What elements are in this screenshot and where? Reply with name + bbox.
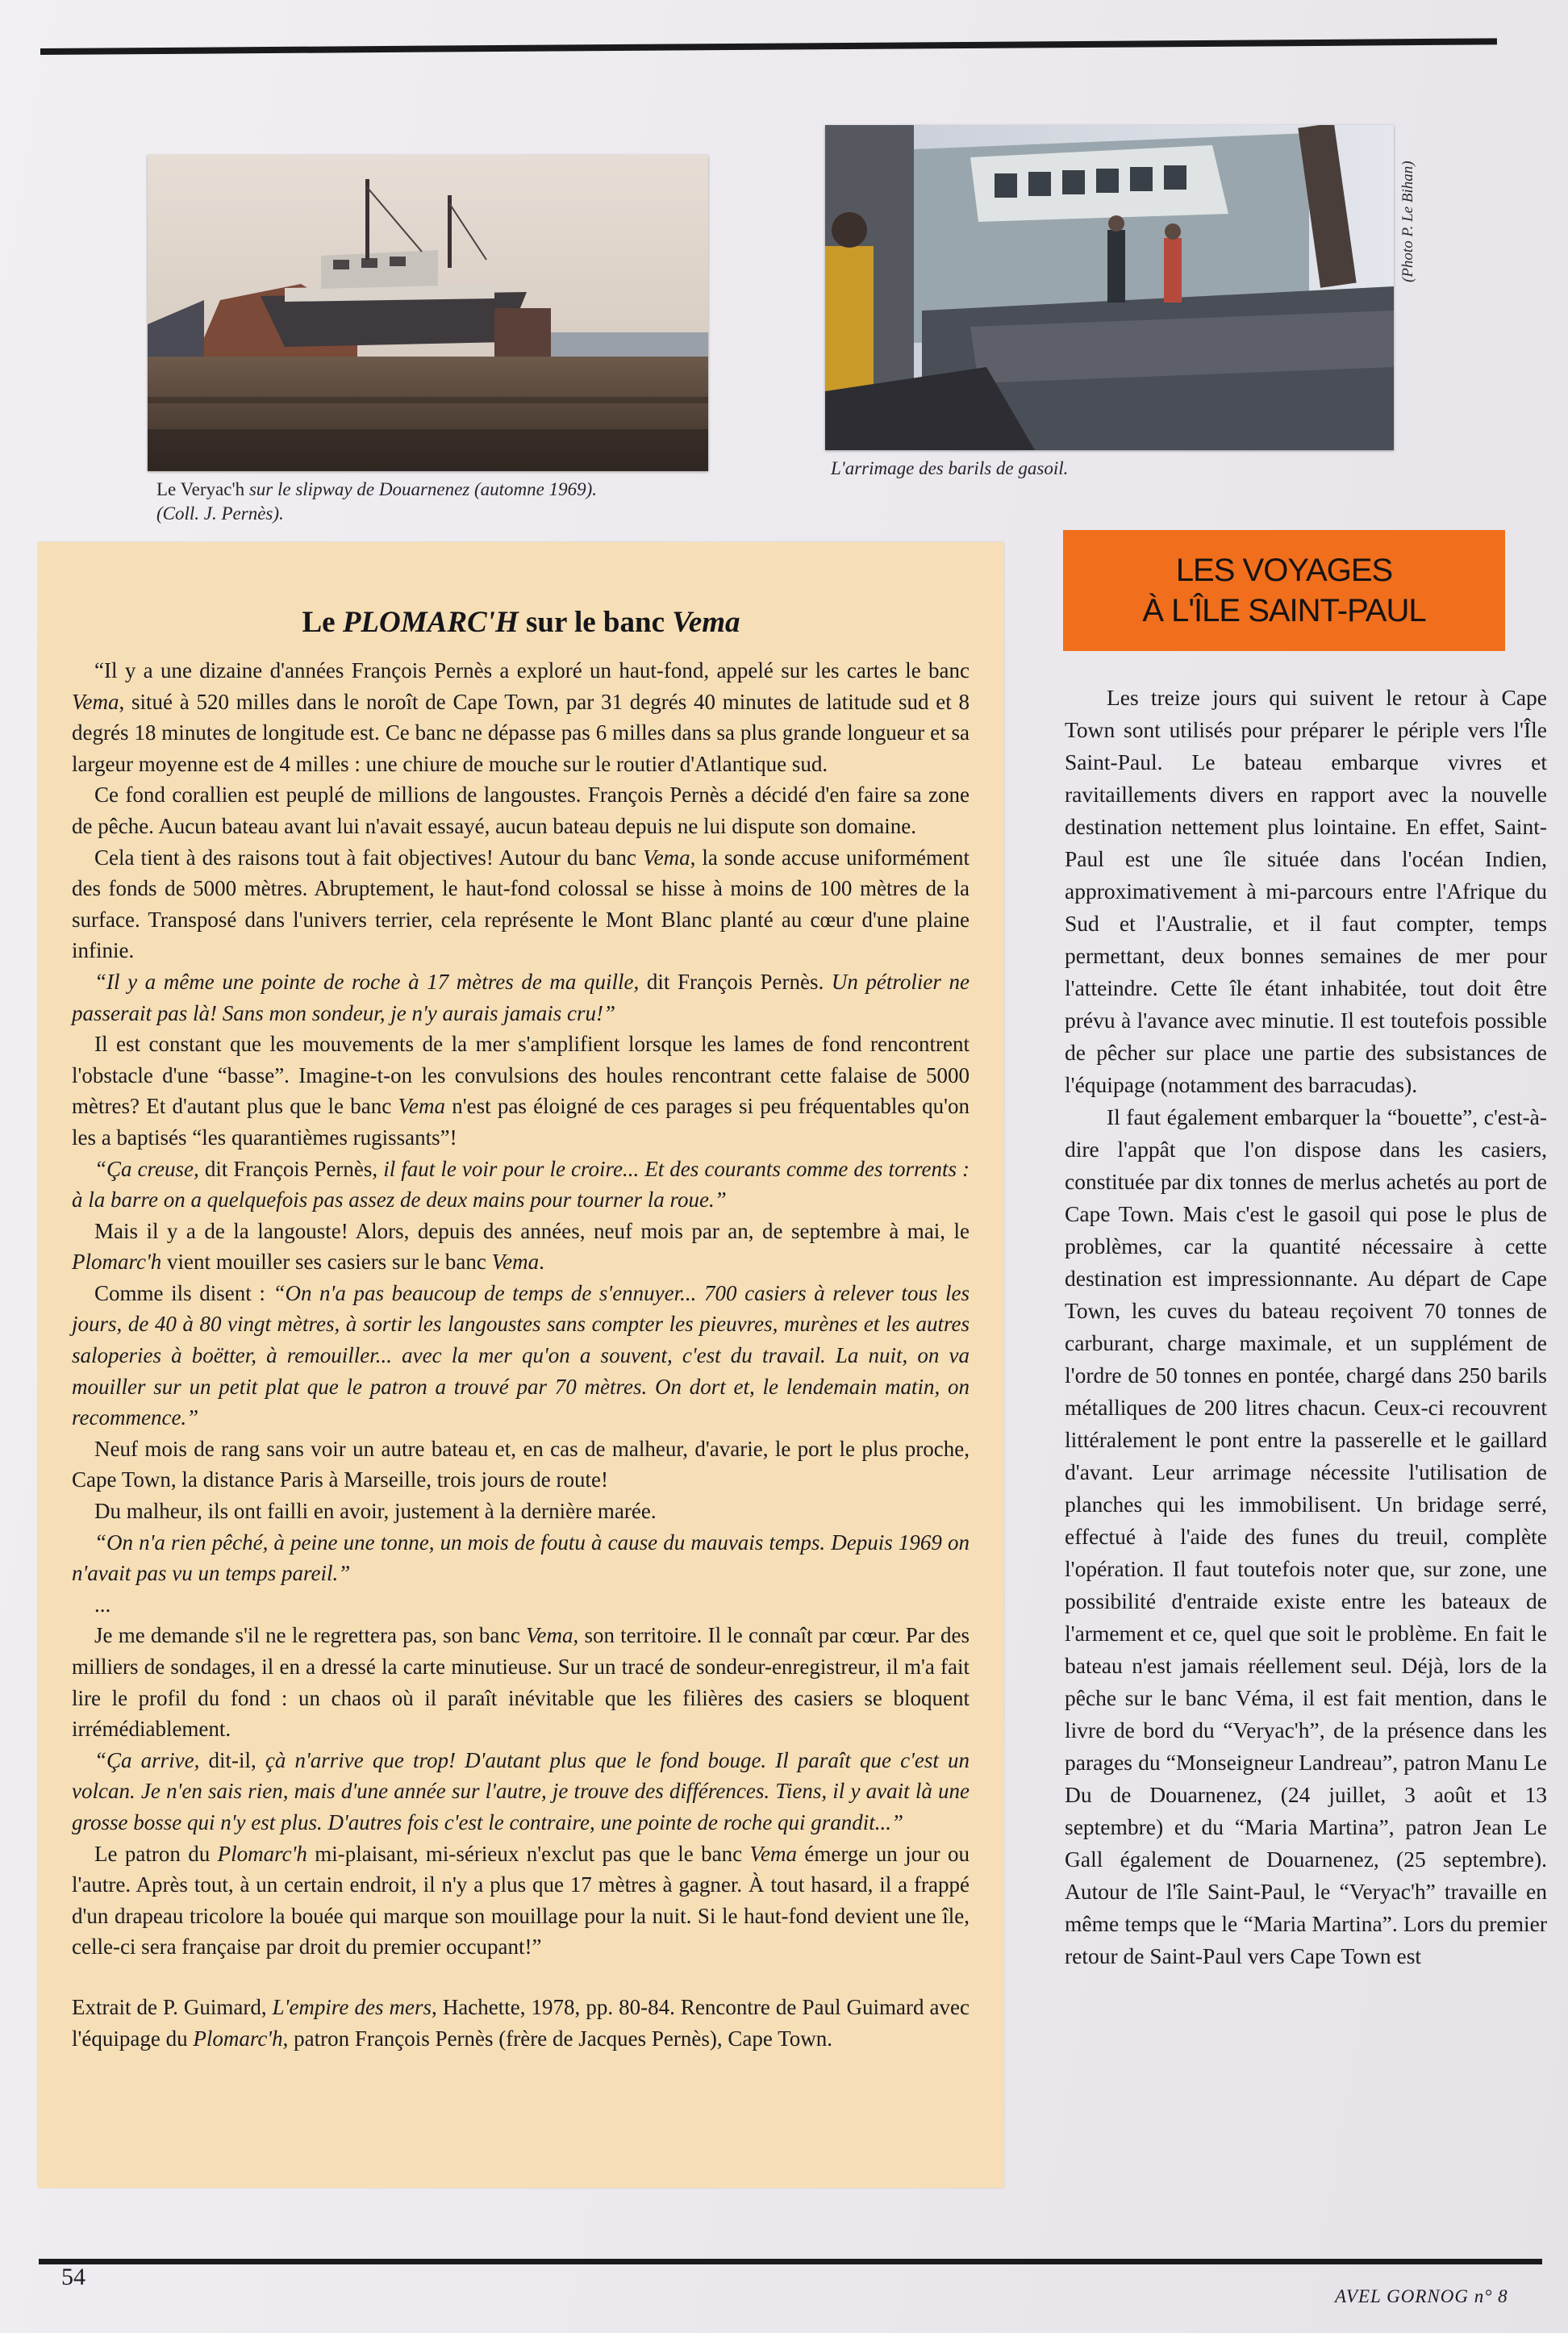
bottom-rule — [39, 2259, 1542, 2264]
photo2-caption: L'arrimage des barils de gasoil. — [831, 458, 1069, 478]
top-rule — [40, 38, 1497, 55]
text-segment: Du malheur, ils ont failli en avoir, justement à la dernière marée. — [94, 1499, 657, 1524]
paragraph — [72, 1496, 970, 1527]
paragraph — [72, 1154, 970, 1216]
paragraph — [72, 1620, 970, 1744]
italic-segment: “On n'a rien pêché, à peine une tonne, un mois de foutu à cause du mauvais temps. Depuis 1969 on n'avait pas vu un temps pareil.” — [72, 1530, 970, 1586]
paragraph — [72, 1278, 970, 1434]
italic-segment: Vema — [491, 1250, 540, 1275]
italic-segment: “Maria Martina” — [1243, 1911, 1392, 1936]
text-segment: Extrait de P. Guimard, — [72, 1994, 273, 2019]
text-segment: Ce fond corallien est peuplé de millions de langoustes. François Pernès a décidé d'en faire sa zone de pêche. Aucun bateau avant lui n'avait essayé, aucun bateau depuis ne lui dispute son domaine. — [72, 783, 970, 838]
paragraph — [72, 1589, 970, 1621]
italic-segment: Plomarc'h — [217, 1841, 307, 1866]
text-segment: , patron François Pernès (frère de Jacques Pernès), Cape Town. — [282, 2026, 832, 2051]
main-column — [1065, 682, 1547, 1972]
sidebar-body — [72, 655, 970, 2054]
text-segment: Il est constant que les mouvements de la mer s'amplifient lorsque les lames de fond rencontrent l'obstacle d'une “basse”. Imagine-t-on les convulsions des houles rencontrant cette falaise de 5000 mètres? Et d'autant plus que le banc — [72, 1032, 970, 1119]
text-segment: . — [539, 1250, 544, 1275]
photo2-credit: (Photo P. Le Bihan) — [1399, 161, 1416, 282]
italic-segment: L'empire des mers — [272, 1994, 432, 2019]
text-segment: Neuf mois de rang sans voir un autre bateau et, en cas de malheur, d'avarie, le port le plus proche, Cape Town, la distance Paris à Marseille, trois jours de route! — [72, 1436, 970, 1492]
text-segment: , patron Jean Le Gall également de Douarnenez, (25 septembre). Autour de l'île Saint-Paul, le — [1065, 1814, 1547, 1904]
italic-segment: çà n'arrive que trop! D'autant plus que le fond bouge. Il paraît que c'est un volcan. Je n'en sais rien, mais d'une année sur l'autre, je trouve des différences. Tiens, il y avait là une grosse bosse qui n'y est plus. D'autres fois c'est le contraire, une pointe de roche qui grandit...” — [72, 1747, 970, 1834]
paragraph — [72, 1992, 970, 2054]
journal-name: AVEL GORNOG n° 8 — [1335, 2286, 1508, 2306]
paragraph — [72, 1527, 970, 1589]
paragraph — [72, 655, 970, 779]
sidebar-title-part: Le — [302, 606, 343, 639]
italic-segment: Vema — [72, 689, 119, 714]
text-segment: , situé à 520 milles dans le noroît de Cape Town, par 31 degrés 40 minutes de latitude sud et 8 degrés 18 minutes de longitude est. Ce banc ne dépasse pas 6 milles dans sa plus grande longueur et sa largeur moyenne est de 4 milles : une chiure de mouche sur le routier d'Atlantique sud. — [72, 689, 970, 776]
text-segment: , de la présence dans les parages du — [1065, 1717, 1547, 1775]
text-segment: , son territoire. Il le connaît par cœur. Par des milliers de sondages, il en a dressé la carte minutieuse. Sur un tracé de sondeur-enregistreur, il m'a fait lire le profil du fond : un chaos où il paraît inévitable que les filières des casiers se bloquent irrémédiablement. — [72, 1623, 970, 1742]
paragraph — [1065, 1101, 1547, 1972]
text-segment: dit François Pernès, — [198, 1156, 384, 1181]
text-segment: Mais il y a de la langouste! Alors, depuis des années, neuf mois par an, de septembre à mai, le — [94, 1218, 970, 1243]
text-segment: “Il y a une dizaine d'années François Pernès a exploré un haut-fond, appelé sur les cartes le banc — [94, 658, 970, 682]
text-segment: mi-plaisant, mi-sérieux n'exclut pas que le banc — [307, 1841, 750, 1866]
caption1-text: sur le slipway de Douarnenez (automne 1969). — [244, 479, 598, 499]
text-segment: , c'est-à-dire l'appât que l'on dispose dans les casiers, constituée par dix tonnes de merlus achetés au port de Cape Town. Mais c'est le gasoil qui pose le plus de problèmes, car la quantité nécessaire à cette destination est impressionnante. Au départ de Cape Town, les cuves du bateau reçoivent 70 tonnes de carburant, charge maximale, et un supplément de l'ordre de 50 tonnes en pontée, chargé dans 250 barils métalliques de 200 litres chacun. Ceux-ci recouvrent littéralement le pont entre la passerelle et le gaillard d'avant. Leur arrimage nécessite l'utilisation de planches qui les immobilisent. Un bridage serré, effectué à l'aide des funes du treuil, complète l'opération. Il faut toutefois noter que, sur zone, une possibilité d'entraide existe entre les bateaux de l'armement et ce, quel que soit le problème. En fait le bateau n'est jamais réellement seul. Déjà, lors de la pêche sur le banc Véma, il est fait mention, dans le livre de bord du — [1065, 1104, 1547, 1742]
text-segment: dit François Pernès. — [639, 969, 832, 994]
text-segment: , Hachette, 1978, pp. 80-84. Rencontre de Paul Guimard avec l'équipage du — [72, 1994, 970, 2051]
photo-veryach-slipway — [148, 155, 708, 471]
text-segment: Les treize jours qui suivent le retour à Cape Town sont utilisés pour préparer le périple vers l'Île Saint-Paul. Le bateau embarque vivres et ravitaillements divers en rapport avec la nouvelle destination nettement plus lointaine. En effet, Saint-Paul est une île située dans l'océan Indien, approximativement à mi-parcours entre l'Afrique du Sud et l'Australie, et il faut compter, temps permettant, deux bonnes semaines de mer pour l'atteindre. Cette île étant inhabitée, tout doit être prévu à l'avance avec minutie. Il est toutefois possible de pêcher sur place une partie des subsistances de l'équipage (notamment des barracudas). — [1065, 685, 1547, 1097]
italic-segment: “bouette” — [1387, 1104, 1473, 1129]
italic-segment: Plomarc'h — [193, 2026, 283, 2051]
text-segment: Le patron du — [94, 1841, 218, 1866]
paragraph — [72, 966, 970, 1029]
caption1-collection: (Coll. J. Pernès). — [156, 503, 284, 524]
sidebar-title-bank: Vema — [672, 606, 740, 639]
photo1-caption — [156, 478, 737, 526]
text-segment: émerge un jour ou l'autre. Après tout, à un certain endroit, il n'y a plus que 17 mètres à gagner. À tout hasard, il a frappé d'un drapeau tricolore la bouée qui marque son mouillage pour la nuit. Si le haut-fond devient une île, celle-ci sera française par droit du premier occupant!” — [72, 1841, 970, 1959]
italic-segment: “Veryac'h” — [1223, 1717, 1320, 1742]
banner-line-1: LES VOYAGES — [1175, 553, 1393, 588]
italic-segment: Vema — [643, 845, 690, 870]
italic-segment: Un pétrolier ne passerait pas là! Sans mon sondeur, je n'y aurais jamais cru!” — [72, 969, 970, 1025]
text-segment: , la sonde accuse uniformément des fonds de 5000 mètres. Abruptement, le haut-fond colossal se hisse à moins de 100 mètres de la surface. Transposé dans l'univers terrier, cela représente le Mont Blanc planté au cœur d'une plaine infinie. — [72, 845, 970, 963]
italic-segment: “Ça creuse, — [94, 1156, 199, 1181]
banner-line-2: À L'ÎLE SAINT-PAUL — [1142, 593, 1426, 628]
text-segment: dit-il, — [199, 1747, 265, 1772]
text-segment: Cela tient à des raisons tout à fait objectives! Autour du banc — [94, 845, 644, 870]
photo-barrels-stowage — [825, 125, 1394, 450]
text-segment: n'est pas éloigné de ces parages si peu fréquentables qu'on les a baptisés “les quarantièmes rugissants”! — [72, 1094, 970, 1150]
sidebar-title-part: sur le banc — [518, 606, 673, 639]
sidebar-box — [38, 542, 1004, 2188]
italic-segment: “Maria Martina” — [1234, 1814, 1389, 1839]
paragraph — [72, 842, 970, 966]
text-segment: vient mouiller ses casiers sur le banc — [161, 1250, 492, 1275]
italic-segment: “Veryac'h” — [1339, 1879, 1436, 1904]
sidebar-title-ship: PLOMARC'H — [342, 606, 519, 639]
paragraph — [72, 1745, 970, 1838]
text-segment: Il faut également embarquer la — [1107, 1104, 1387, 1129]
text-segment: Comme ils disent : — [94, 1280, 273, 1305]
italic-segment: Plomarc'h — [72, 1250, 162, 1275]
text-segment: , patron Manu Le Du de Douarnenez, (24 juillet, 3 août et 13 septembre) et du — [1065, 1750, 1547, 1839]
italic-segment: Vema — [398, 1094, 445, 1119]
italic-segment: “On n'a pas beaucoup de temps de s'ennuyer... 700 casiers à relever tous les jours, de 40 à 80 vingt mètres, à sortir les langoustes sans compter les pieuvres, murènes et les autres saloperies à boëtter, à remouiller... avec la mer qu'on a souvent, c'est du travail. La nuit, on va mouiller sur un petit plat que le patron a trouvé par 70 mètres. On dort et, le lendemain matin, on recommence.” — [72, 1280, 970, 1430]
italic-segment: “Ça arrive, — [94, 1747, 200, 1772]
paragraph — [72, 1029, 970, 1153]
text-segment: . Lors du premier retour de Saint-Paul vers Cape Town est — [1065, 1911, 1547, 1968]
paragraph — [72, 1434, 970, 1496]
italic-segment: Vema — [749, 1841, 797, 1866]
sidebar-title — [38, 605, 1004, 640]
italic-segment: Vema — [526, 1623, 573, 1648]
section-banner — [1063, 530, 1505, 651]
text-segment: travaille en même temps que le — [1065, 1879, 1548, 1936]
italic-segment: il faut le voir pour le croire... Et des courants comme des torrents : à la barre on a quelquefois pas assez de deux mains pour tourner la roue.” — [72, 1156, 970, 1212]
paragraph — [72, 779, 970, 841]
paragraph — [1065, 682, 1547, 1101]
paragraph — [72, 1838, 970, 1963]
paragraph — [72, 1216, 970, 1278]
text-segment: Je me demande s'il ne le regrettera pas, son banc — [94, 1623, 527, 1648]
italic-segment: “Monseigneur Landreau” — [1166, 1750, 1393, 1775]
caption1-vessel-name: Le Veryac'h — [156, 479, 245, 499]
italic-segment: “Il y a même une pointe de roche à 17 mètres de ma quille, — [94, 969, 640, 994]
text-segment: ... — [94, 1592, 111, 1617]
page-number: 54 — [61, 2264, 85, 2290]
